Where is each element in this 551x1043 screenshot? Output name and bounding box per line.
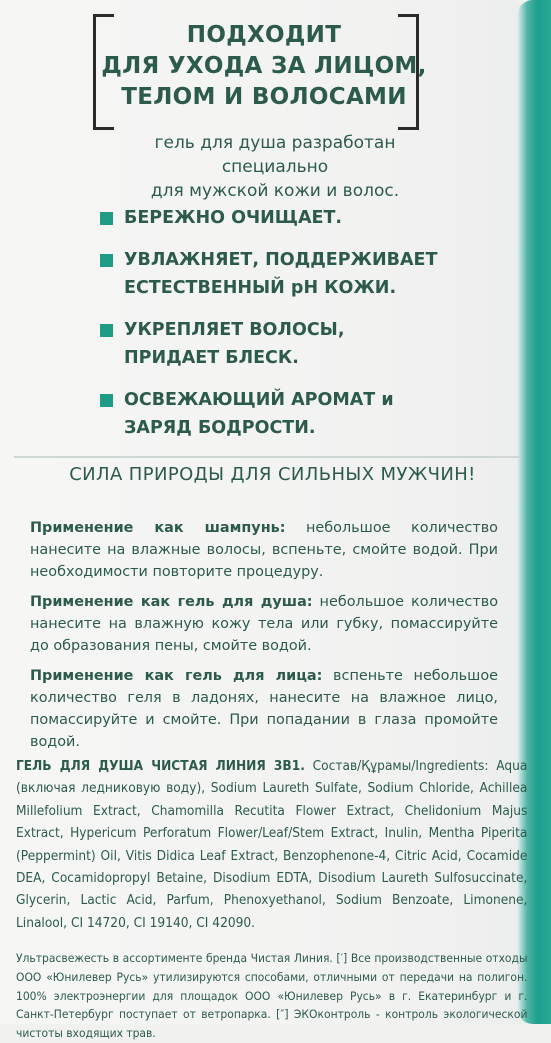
bullet-square-icon xyxy=(100,212,113,225)
headline xyxy=(100,20,428,113)
usage-paragraph xyxy=(30,591,498,657)
usage-text: вспеньте небольшое количество геля в ладонях, нанесите на влажное лицо, помассируйте и смойте. При попадании в глаза промойте водой. xyxy=(30,668,498,750)
usage-title: Применение как гель для душа: xyxy=(30,594,313,610)
usage-paragraph xyxy=(30,665,498,753)
feature-text: ЗАРЯД БОДРОСТИ. xyxy=(124,418,316,438)
feature-text: УВЛАЖНЯЕТ, ПОДДЕРЖИВАЕТ xyxy=(124,250,438,270)
usage-instructions xyxy=(30,517,498,761)
feature-item xyxy=(100,246,520,302)
subtitle-line: гель для душа разработан специально xyxy=(154,133,396,177)
headline-line: ТЕЛОМ И ВОЛОСАМИ xyxy=(121,84,407,110)
subtitle xyxy=(105,131,445,203)
slogan: СИЛА ПРИРОДЫ ДЛЯ СИЛЬНЫХ МУЖЧИН! xyxy=(69,464,476,485)
feature-text: ОСВЕЖАЮЩИЙ АРОМАТ и xyxy=(124,390,394,410)
bullet-square-icon xyxy=(100,254,113,267)
usage-title: Применение как шампунь: xyxy=(30,520,286,536)
ingredients-title: ГЕЛЬ ДЛЯ ДУША ЧИСТАЯ ЛИНИЯ 3В1. xyxy=(16,759,305,774)
ingredients-text: Состав/Құрамы/Ingredients: Aqua (включая ледниковую воду), Sodium Laureth Sulfate, Sodium Chloride, Achillea Millefolium Extract, Chamomilla Recutita Flower Extract, Chelidonium Majus Extract, Hypericum Perforatum Flower/Leaf/Stem Extract, Inulin, Mentha Piperita (Peppermint) Oil, Vitis Didica Leaf Extract, Benzophenone-4, Citric Acid, Cocamide DEA, Cocamidopropyl Betaine, Disodium EDTA, Disodium Laureth Sulfosuccinate, Glycerin, Lactic Acid, Parfum, Phenoxyethanol, Sodium Benzoate, Limonene, Linalool, CI 14720, CI 19140, CI 42090. xyxy=(16,759,528,931)
usage-text: небольшое количество нанесите на влажные волосы, вспеньте, смойте водой. При необходимости повторите процедуру. xyxy=(30,520,498,580)
feature-text: БЕРЕЖНО ОЧИЩАЕТ. xyxy=(124,208,343,228)
feature-text: ЕСТЕСТВЕННЫЙ pH КОЖИ. xyxy=(124,278,397,298)
subtitle-line: для мужской кожи и волос. xyxy=(150,181,400,201)
fine-print: Ультрасвежесть в ассортименте бренда Чистая Линия. [′] Все производственные отходы ООО «Юнилевер Русь» утилизируются способами, отличными от передачи на полигон. 100% электроэнергии для площадок ООО «Юнилевер Русь» в г. Екатеринбург и г. Санкт-Петербург поступает от ветропарка. [″] ЭКОконтроль - контроль экологической чистоты входящих трав. xyxy=(16,951,528,1041)
headline-line: ДЛЯ УХОДА ЗА ЛИЦОМ, xyxy=(101,53,427,79)
feature-list xyxy=(100,204,520,456)
divider xyxy=(14,456,520,458)
bullet-square-icon xyxy=(100,324,113,337)
usage-paragraph xyxy=(30,517,498,583)
feature-item xyxy=(100,204,520,232)
feature-item xyxy=(100,386,520,442)
ingredients xyxy=(16,756,527,935)
usage-title: Применение как гель для лица: xyxy=(30,668,323,684)
headline-line: ПОДХОДИТ xyxy=(186,22,342,48)
feature-text: ПРИДАЕТ БЛЕСК. xyxy=(124,348,299,368)
feature-item xyxy=(100,316,520,372)
bullet-square-icon xyxy=(100,394,113,407)
feature-text: УКРЕПЛЯЕТ ВОЛОСЫ, xyxy=(124,320,345,340)
usage-text: небольшое количество нанесите на влажную кожу тела или губку, помассируйте до образования пены, смойте водой. xyxy=(30,594,498,654)
